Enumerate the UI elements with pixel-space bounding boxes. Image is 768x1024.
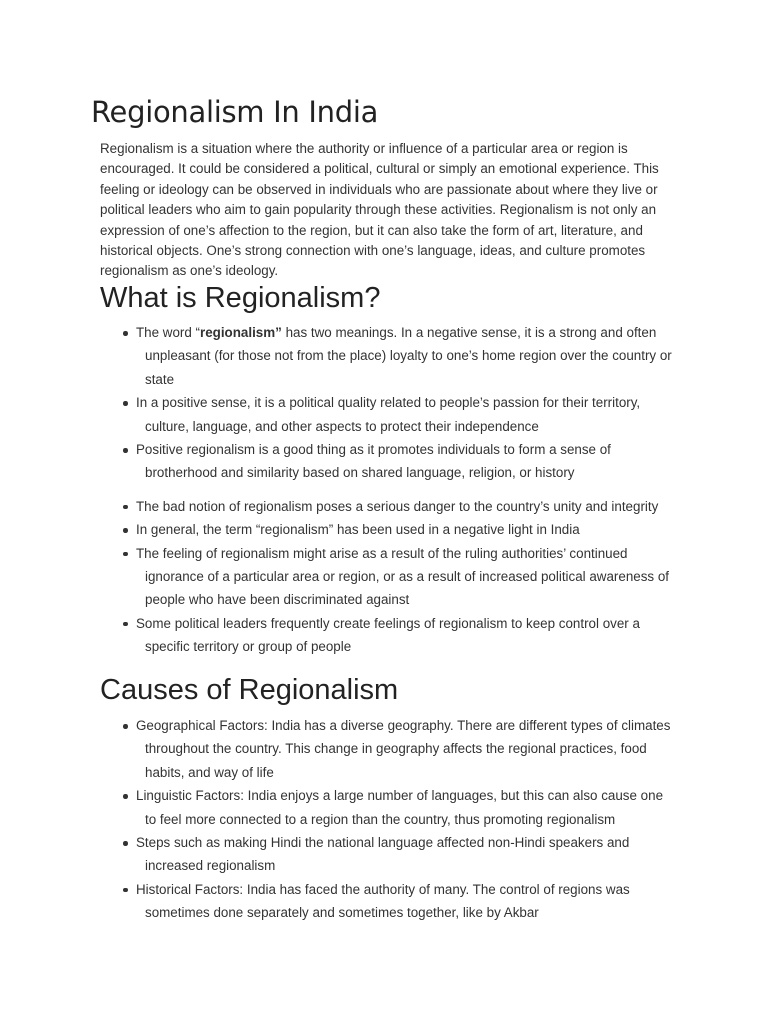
what-is-regionalism-list [0, 321, 676, 659]
list-item-first-line: The bad notion of regionalism poses a serious danger to the country’s unity and integrity [136, 498, 659, 514]
list-item-line: ignorance of a particular area or region, or as a result of increased political awareness of [145, 569, 670, 585]
list-item [0, 542, 676, 612]
bullet-icon [123, 401, 128, 406]
bullet-icon [123, 331, 128, 336]
list-item-line: culture, language, and other aspects to protect their independence [145, 418, 539, 434]
list-item-line: increased regionalism [145, 858, 276, 874]
bullet-icon [123, 528, 128, 533]
list-item-first-line: The feeling of regionalism might arise as a result of the ruling authorities’ continued [136, 545, 628, 561]
document-title: Regionalism In India [91, 95, 379, 129]
list-item-first-line: In a positive sense, it is a political quality related to people’s passion for their territory, [136, 395, 641, 411]
list-item-first-line: Steps such as making Hindi the national language affected non-Hindi speakers and [136, 835, 630, 851]
bullet-icon [123, 448, 128, 453]
causes-of-regionalism-list [0, 714, 676, 925]
list-item-line: state [145, 371, 175, 387]
list-item-first-line: In general, the term “regionalism” has been used in a negative light in India [136, 522, 580, 538]
bullet-icon [123, 505, 128, 510]
list-item [0, 391, 676, 438]
bullet-icon [123, 724, 128, 729]
list-item [0, 612, 676, 659]
list-item-first-line: Positive regionalism is a good thing as it promotes individuals to form a sense of [136, 442, 611, 458]
list-item-first-line: Historical Factors: India has faced the authority of many. The control of regions was [136, 881, 630, 897]
list-item-line: unpleasant (for those not from the place) loyalty to one’s home region over the country or [145, 348, 672, 364]
list-item-line: to feel more connected to a region than the country, thus promoting regionalism [145, 811, 616, 827]
bullet-icon [123, 888, 128, 893]
bullet-icon [123, 841, 128, 846]
bullet-icon [123, 552, 128, 557]
list-item-first-line: Geographical Factors: India has a diverse geography. There are different types of climates [136, 718, 671, 733]
list-item [0, 714, 676, 784]
list-item-line: specific territory or group of people [145, 639, 352, 655]
list-item [0, 784, 676, 831]
section-heading-causes-of-regionalism: Causes of Regionalism [100, 674, 399, 706]
list-item [0, 831, 676, 878]
list-item-text-start: The word “ [136, 325, 200, 340]
list-item-line: sometimes done separately and sometimes together, like by Akbar [145, 905, 539, 921]
list-item [0, 878, 676, 925]
list-item [0, 518, 676, 541]
list-item [0, 438, 676, 485]
intro-paragraph: Regionalism is a situation where the authority or influence of a particular area or region is encouraged. It could be considered a political, cultural or simply an emotional experience. This feeling or ideology can be observed in individuals who are passionate about where they live or political leaders who aim to gain popularity through these activities. Regionalism is not only an expression of one’s affection to the region, but it can also take the form of art, literature, and historical objects. One’s strong connection with one’s language, ideas, and culture promotes regionalism as one’s ideology. [100, 141, 659, 279]
list-item-line: habits, and way of life [145, 764, 274, 780]
list-item-text-end: has two meanings. In a negative sense, it is a strong and often [281, 325, 657, 340]
bold-term: regionalism” [200, 325, 282, 340]
list-item-first-line: Some political leaders frequently create feelings of regionalism to keep control over a [136, 615, 640, 631]
bullet-icon [123, 794, 128, 799]
list-item [0, 321, 676, 391]
list-item [0, 495, 676, 518]
list-item-line: brotherhood and similarity based on shared language, religion, or history [145, 465, 575, 481]
list-item-line: throughout the country. This change in geography affects the regional practices, food [145, 741, 647, 757]
bullet-icon [123, 622, 128, 627]
list-item-first-line: Linguistic Factors: India enjoys a large number of languages, but this can also cause one [136, 788, 664, 804]
section-heading-what-is-regionalism: What is Regionalism? [100, 282, 381, 314]
list-item-line: people who have been discriminated against [145, 592, 410, 608]
